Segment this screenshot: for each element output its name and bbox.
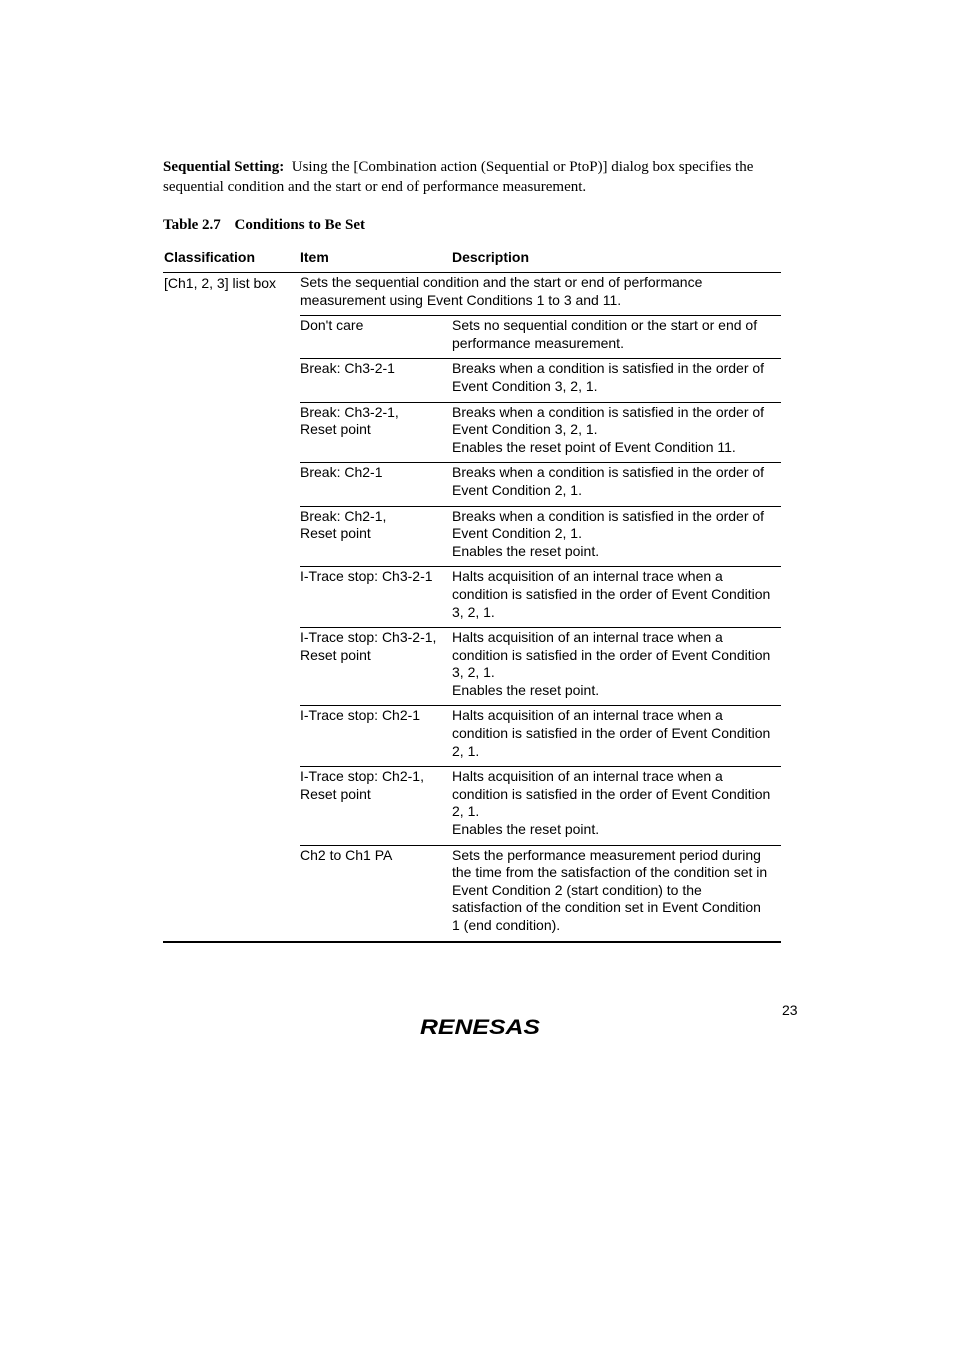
renesas-logo-icon <box>420 1017 542 1039</box>
description-cell <box>452 847 781 935</box>
table-caption-number: Table 2.7 <box>163 217 221 233</box>
item-line: I-Trace stop: Ch2-1, <box>300 768 424 785</box>
description-line: Sets the performance measurement period during <box>452 846 761 863</box>
description-line: condition is satisfied in the order of Event Condition <box>452 725 771 742</box>
item-cell <box>300 464 452 499</box>
description-line: Halts acquisition of an internal trace when a <box>452 629 723 646</box>
table-row <box>300 706 781 767</box>
description-line: 1 (end condition). <box>452 917 561 933</box>
description-line: Halts acquisition of an internal trace when a <box>452 568 723 585</box>
header-item: Item <box>300 249 329 265</box>
span-description-line: Sets the sequential condition and the start or end of performance <box>300 274 703 290</box>
description-line: Breaks when a condition is satisfied in the order of <box>452 360 765 377</box>
item-line: I-Trace stop: Ch3-2-1, <box>300 629 437 646</box>
table-row <box>300 316 781 359</box>
item-line: I-Trace stop: Ch3-2-1 <box>300 568 433 585</box>
description-line: Enables the reset point. <box>452 542 600 559</box>
item-line: Break: Ch2-1, <box>300 507 387 524</box>
table-body <box>163 273 781 943</box>
description-line: Event Condition 2, 1. <box>452 481 582 498</box>
description-cell <box>452 768 781 838</box>
description-line: Breaks when a condition is satisfied in the order of <box>452 464 765 481</box>
item-cell <box>300 629 452 699</box>
table-row <box>300 359 781 402</box>
classification-cell: [Ch1, 2, 3] list box <box>164 275 277 291</box>
table-row <box>300 567 781 628</box>
item-cell <box>300 707 452 760</box>
table-row <box>300 403 781 464</box>
description-line: Sets no sequential condition or the start or end of <box>452 317 758 334</box>
item-line: I-Trace stop: Ch2-1 <box>300 707 421 724</box>
table-row <box>300 273 781 316</box>
description-line: condition is satisfied in the order of Event Condition <box>452 585 771 602</box>
item-cell <box>300 404 452 457</box>
description-cell <box>452 464 781 499</box>
item-line: Don't care <box>300 317 364 334</box>
item-cell <box>300 768 452 838</box>
logo-text: RENESAS <box>420 1017 540 1039</box>
description-cell <box>452 317 781 352</box>
description-line: 3, 2, 1. <box>452 603 495 620</box>
table-caption <box>163 215 365 235</box>
item-line: Break: Ch2-1 <box>300 464 383 481</box>
description-line: condition is satisfied in the order of Event Condition <box>452 785 771 802</box>
intro-text: Using the [Combination action (Sequential or PtoP)] dialog box specifies the sequential condition and the start or end of performance measurement. <box>163 159 754 195</box>
item-line: Ch2 to Ch1 PA <box>300 846 393 863</box>
description-cell <box>452 707 781 760</box>
table-row <box>300 767 781 845</box>
span-description-line: measurement using Event Conditions 1 to 3 and 11. <box>300 291 622 308</box>
description-line: satisfaction of the condition set in Event Condition <box>452 899 761 916</box>
renesas-logo <box>420 1017 542 1044</box>
description-cell <box>452 508 781 561</box>
description-line: Halts acquisition of an internal trace when a <box>452 707 723 724</box>
table-header <box>163 246 781 273</box>
intro-paragraph <box>163 157 803 197</box>
description-line: Breaks when a condition is satisfied in the order of <box>452 403 765 420</box>
item-cell <box>300 568 452 621</box>
description-line: Halts acquisition of an internal trace when a <box>452 768 723 785</box>
description-cell <box>452 404 781 457</box>
header-classification: Classification <box>164 249 256 265</box>
description-line: 2, 1. <box>452 742 480 759</box>
description-cell <box>452 568 781 621</box>
item-cell <box>300 847 452 935</box>
table-row <box>300 628 781 706</box>
table-row <box>300 463 781 506</box>
item-line: Reset point <box>300 421 371 438</box>
description-cell <box>452 360 781 395</box>
description-line: Enables the reset point. <box>452 821 600 838</box>
description-line: Breaks when a condition is satisfied in the order of <box>452 507 765 524</box>
table-caption-title: Conditions to Be Set <box>234 217 365 233</box>
description-line: Event Condition 2 (start condition) to the <box>452 881 702 898</box>
item-line: Reset point <box>300 785 371 802</box>
description-line: the time from the satisfaction of the condition set in <box>452 864 768 881</box>
item-line: Reset point <box>300 525 371 542</box>
table-row <box>300 846 781 941</box>
description-line: Enables the reset point. <box>452 681 600 698</box>
table-row <box>300 507 781 568</box>
description-line: Event Condition 2, 1. <box>452 525 582 542</box>
header-description: Description <box>452 249 530 265</box>
description-line: Enables the reset point of Event Condition 11. <box>452 438 736 455</box>
description-line: 2, 1. <box>452 803 480 820</box>
description-line: condition is satisfied in the order of Event Condition <box>452 646 771 663</box>
item-line: Break: Ch3-2-1, <box>300 403 399 420</box>
description-line: Event Condition 3, 2, 1. <box>452 377 598 394</box>
page-number: 23 <box>782 1002 798 1018</box>
item-line: Break: Ch3-2-1 <box>300 360 395 377</box>
intro-label: Sequential Setting: <box>163 159 285 175</box>
item-cell <box>300 317 452 352</box>
item-line: Reset point <box>300 646 371 663</box>
description-line: 3, 2, 1. <box>452 664 495 681</box>
description-line: Event Condition 3, 2, 1. <box>452 421 598 438</box>
description-cell <box>452 629 781 699</box>
item-cell <box>300 508 452 561</box>
description-line: performance measurement. <box>452 334 624 351</box>
conditions-table <box>163 246 781 943</box>
item-cell <box>300 360 452 395</box>
